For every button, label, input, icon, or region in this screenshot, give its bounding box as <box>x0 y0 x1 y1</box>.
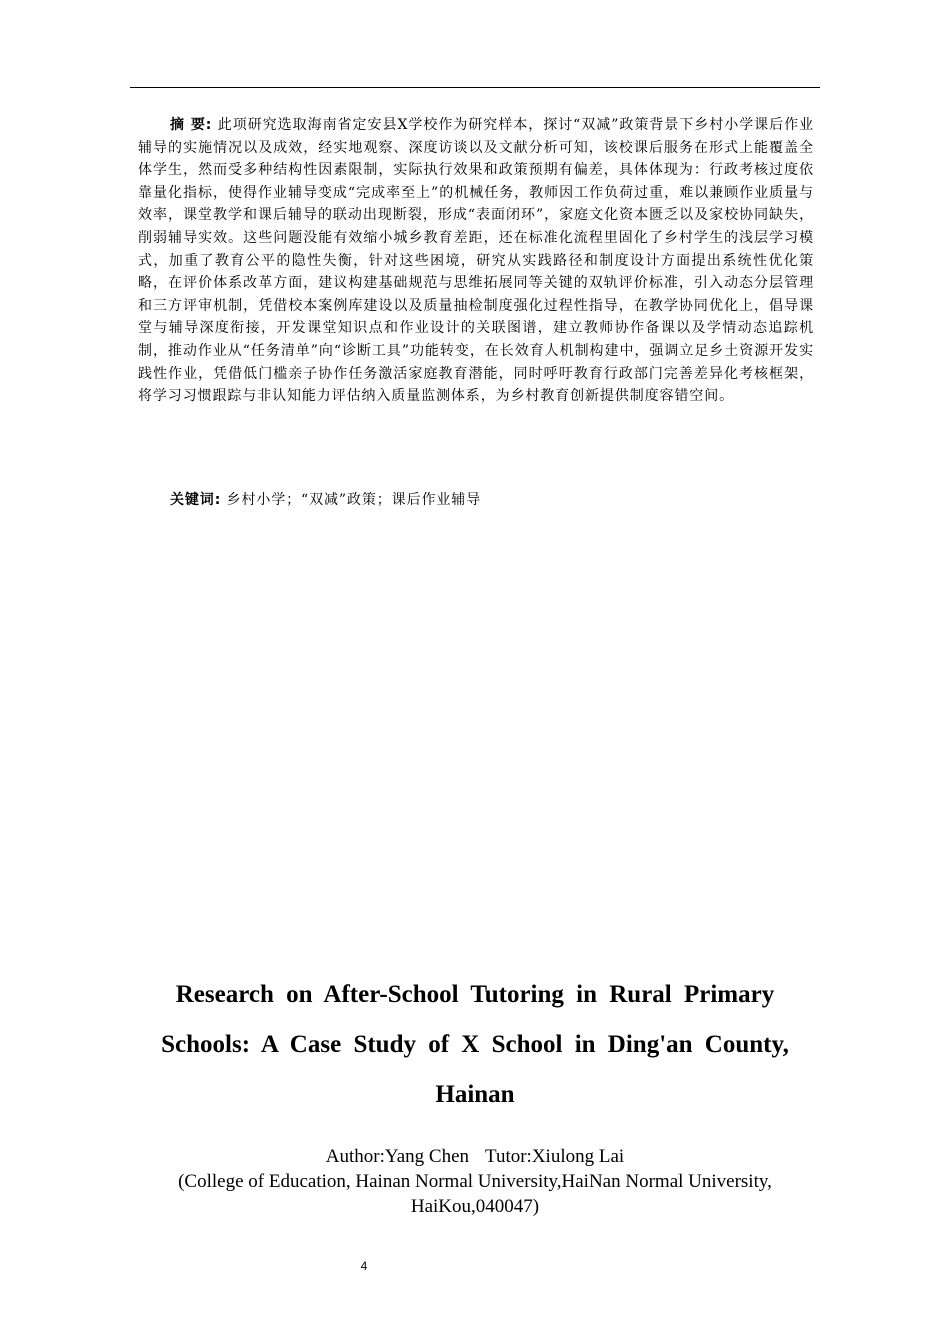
keywords-label: 关键词: <box>170 492 222 508</box>
english-title: Research on After-School Tutoring in Rural Primary Schools: A Case Study of X School in Ding'an County, Hainan <box>161 981 789 1108</box>
affiliation: (College of Education, Hainan Normal University,HaiNan Normal University, HaiKou,040047) <box>178 1171 772 1217</box>
author-name: Author:Yang Chen <box>325 1146 470 1167</box>
header-rule <box>130 87 820 88</box>
author-line <box>140 1144 810 1169</box>
chinese-keywords <box>138 489 814 512</box>
tutor-name: Tutor:Xiulong Lai <box>485 1146 625 1167</box>
abstract-label: 摘 要: <box>170 117 213 133</box>
keywords-body: 乡村小学；“双减”政策；课后作业辅导 <box>221 492 482 508</box>
chinese-abstract <box>138 114 814 408</box>
page-number: 4 <box>360 1259 368 1273</box>
abstract-body: 此项研究选取海南省定安县X学校作为研究样本，探讨“双减”政策背景下乡村小学课后作业辅导的实施情况以及成效，经实地观察、深度访谈以及文献分析可知，该校课后服务在形式上能覆盖全体学生，然而受多种结构性因素限制，实际执行效果和政策预期有偏差，具体体现为：行政考核过度依靠量化指标，使得作业辅导变成“完成率至上”的机械任务，教师因工作负荷过重，难以兼顾作业质量与效率，课堂教学和课后辅导的联动出现断裂，形成“表面闭环”，家庭文化资本匮乏以及家校协同缺失，削弱辅导实效。这些问题没能有效缩小城乡教育差距，还在标准化流程里固化了乡村学生的浅层学习模式，加重了教育公平的隐性失衡，针对这些困境，研究从实践路径和制度设计方面提出系统性优化策略，在评价体系改革方面，建议构建基础规范与思维拓展同等关键的双轨评价标准，引入动态分层管理和三方评审机制，凭借校本案例库建设以及质量抽检制度强化过程性指导，在教学协同优化上，倡导课堂与辅导深度衔接，开发课堂知识点和作业设计的关联图谱，建立教师协作备课以及学情动态追踪机制，推动作业从“任务清单”向“诊断工具”功能转变，在长效育人机制构建中，强调立足乡土资源开发实践性作业，凭借低门槛亲子协作任务激活家庭教育潜能，同时呼吁教育行政部门完善差异化考核框架，将学习习惯跟踪与非认知能力评估纳入质量监测体系，为乡村教育创新提供制度容错空间。 <box>138 117 815 405</box>
